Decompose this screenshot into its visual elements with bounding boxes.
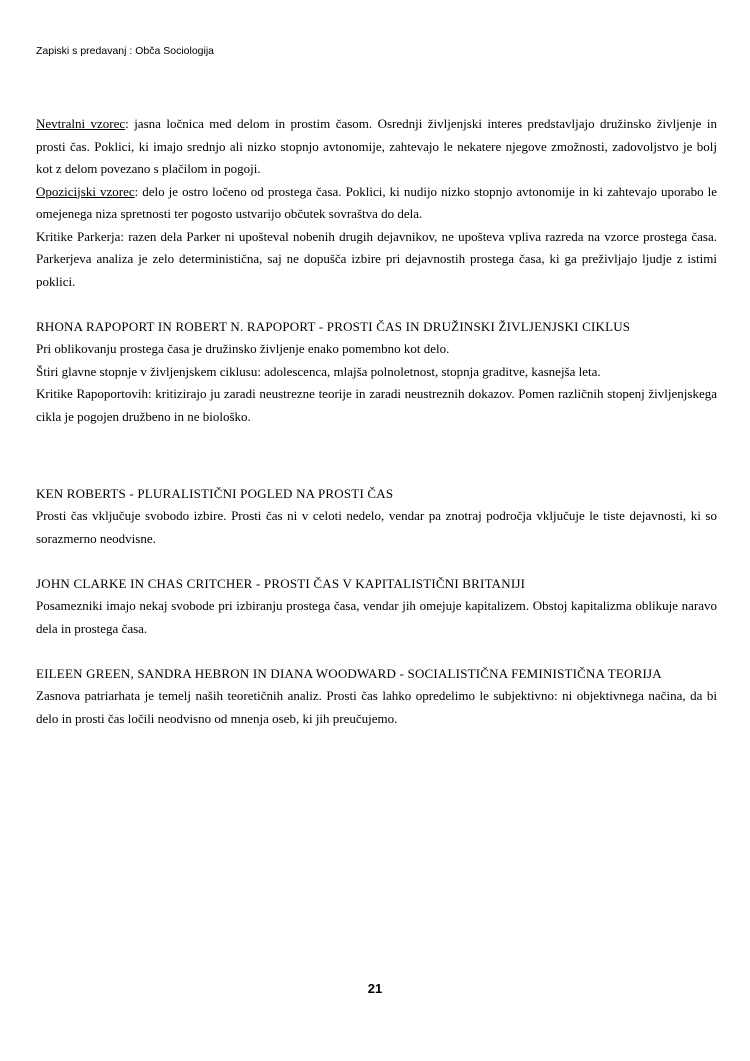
section-heading-rapoport: RHONA RAPOPORT IN ROBERT N. RAPOPORT - PROSTI ČAS IN DRUŽINSKI ŽIVLJENJSKI CIKLUS	[36, 318, 631, 334]
paragraph-opozicijski-vzorec	[36, 181, 717, 226]
paragraph-roberts-view: Prosti čas vključuje svobodo izbire. Prosti čas ni v celoti nedelo, vendar pa znotraj področja vključuje le tiste dejavnosti, ki so sorazmerno neodvisne.	[36, 508, 717, 546]
paragraph-life-cycle-stages: Štiri glavne stopnje v življenjskem ciklusu: adolescenca, mlajša polnoletnost, stopnja graditve, kasnejša leta.	[36, 363, 601, 379]
underlined-term: Opozicijski vzorec	[36, 183, 135, 199]
paragraph-text: : jasna ločnica med delom in prostim časom. Osrednji življenjski interes predstavljajo družinsko življenje in prosti čas. Poklici, ki imajo srednjo ali nizko stopnjo avtonomije, zahtevajo le nekatere njegove zmožnosti, zadovoljstvo je bolj kot z delom povezano s plačilom in pogoji.	[36, 116, 717, 176]
paragraph-nevtralni-vzorec	[36, 113, 717, 181]
page-number: 21	[367, 981, 383, 996]
paragraph-kritike-parkerja: Kritike Parkerja: razen dela Parker ni upošteval nobenih drugih dejavnikov, ne upošteva vpliva razreda na vzorce prostega časa. Parkerjeva analiza je zelo deterministična, saj ne dopušča izbire pri dejavnostih prostega časa, ki ga preživljajo ljudje z istimi poklici.	[36, 228, 717, 289]
spacer	[36, 428, 717, 483]
paragraph-text: : delo je ostro ločeno od prostega časa. Poklici, ki nudijo nizko stopnjo avtonomije in ki zahtevajo uporabo le omejenega niza spretnosti ter pogosto ustvarijo občutek sovraštva do dela.	[36, 183, 717, 221]
section-heading-green-hebron-woodward: EILEEN GREEN, SANDRA HEBRON IN DIANA WOODWARD - SOCIALISTIČNA FEMINISTIČNA TEORIJA	[36, 665, 662, 681]
spacer	[36, 550, 717, 573]
document-header: Zapiski s predavanj : Obča Sociologija	[36, 45, 215, 57]
paragraph-clarke-critcher-view: Posamezniki imajo nekaj svobode pri izbiranju prostega časa, vendar jih omejuje kapitalizem. Obstoj kapitalizma oblikuje naravo dela in prostega časa.	[36, 598, 717, 636]
paragraph-kritike-rapoportovih: Kritike Rapoportovih: kritizirajo ju zaradi neustrezne teorije in zaradi neustreznih dokazov. Pomen različnih stopenj življenjskega cikla je pogojen družbeno in ne biološko.	[36, 386, 717, 424]
underlined-term: Nevtralni vzorec	[36, 116, 126, 131]
spacer	[36, 640, 717, 663]
section-heading-clarke-critcher: JOHN CLARKE IN CHAS CRITCHER - PROSTI ČAS V KAPITALISTIČNI BRITANIJI	[36, 575, 526, 591]
document-body	[36, 113, 717, 730]
paragraph-feminist-theory: Zasnova patriarhata je temelj naših teoretičnih analiz. Prosti čas lahko opredelimo le subjektivno: ni objektivnega načina, da bi delo in prosti čas ločili neodvisno od mnenja oseb, ki jih preučujemo.	[36, 688, 717, 726]
section-heading-ken-roberts: KEN ROBERTS - PLURALISTIČNI POGLED NA PROSTI ČAS	[36, 485, 394, 501]
paragraph-rapoport-family: Pri oblikovanju prostega časa je družinsko življenje enako pomembno kot delo.	[36, 341, 450, 356]
spacer	[36, 293, 717, 316]
